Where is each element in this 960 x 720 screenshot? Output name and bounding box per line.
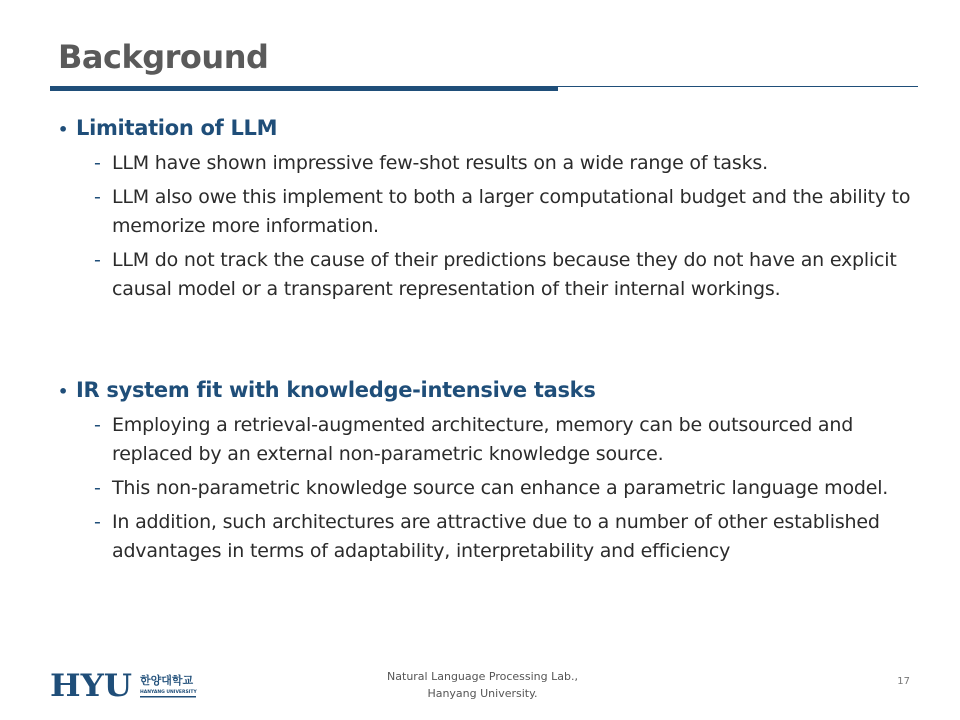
section-ir-system — [58, 378, 918, 571]
hyu-logo — [48, 668, 198, 700]
list-item — [58, 411, 918, 469]
bullet-icon: • — [58, 382, 68, 401]
dash-icon: - — [94, 477, 101, 499]
list-item-text: This non-parametric knowledge source can enhance a parametric language model. — [112, 477, 889, 499]
slide-title: Background — [58, 38, 269, 76]
page-number: 17 — [897, 676, 910, 687]
section-heading — [58, 116, 918, 140]
title-rule-thick — [50, 86, 558, 91]
section-heading — [58, 378, 918, 402]
list-item — [58, 508, 918, 566]
section-heading-text: Limitation of LLM — [76, 116, 278, 140]
section-limitation-of-llm — [58, 116, 918, 309]
bullet-icon: • — [58, 120, 68, 139]
list-item-text: In addition, such architectures are attractive due to a number of other established advantages in terms of adaptability, interpretability and efficiency — [112, 511, 880, 562]
list-item-text: LLM have shown impressive few-shot results on a wide range of tasks. — [112, 152, 768, 174]
list-item — [58, 183, 918, 241]
dash-icon: - — [94, 152, 101, 174]
logo-underline — [140, 696, 196, 698]
list-item — [58, 474, 918, 503]
section-heading-text: IR system fit with knowledge-intensive tasks — [76, 378, 596, 402]
footer-lab-line1: Natural Language Processing Lab., — [387, 670, 578, 683]
logo-english: HANYANG UNIVERSITY — [140, 690, 197, 695]
logo-letters: HYU — [50, 668, 132, 700]
dash-icon: - — [94, 414, 101, 436]
dash-icon: - — [94, 511, 101, 533]
logo-korean: 한양대학교 — [140, 674, 194, 687]
dash-icon: - — [94, 186, 101, 208]
list-item-text: LLM do not track the cause of their predictions because they do not have an explicit causal model or a transparent representation of their internal workings. — [112, 249, 897, 300]
footer-lab-line2: Hanyang University. — [427, 687, 538, 700]
footer-lab-name — [330, 668, 635, 702]
list-item-text: Employing a retrieval-augmented architecture, memory can be outsourced and replaced by an external non-parametric knowledge source. — [112, 414, 854, 465]
dash-icon: - — [94, 249, 101, 271]
list-item — [58, 246, 918, 304]
list-item — [58, 149, 918, 178]
list-item-text: LLM also owe this implement to both a larger computational budget and the ability to memorize more information. — [112, 186, 911, 237]
